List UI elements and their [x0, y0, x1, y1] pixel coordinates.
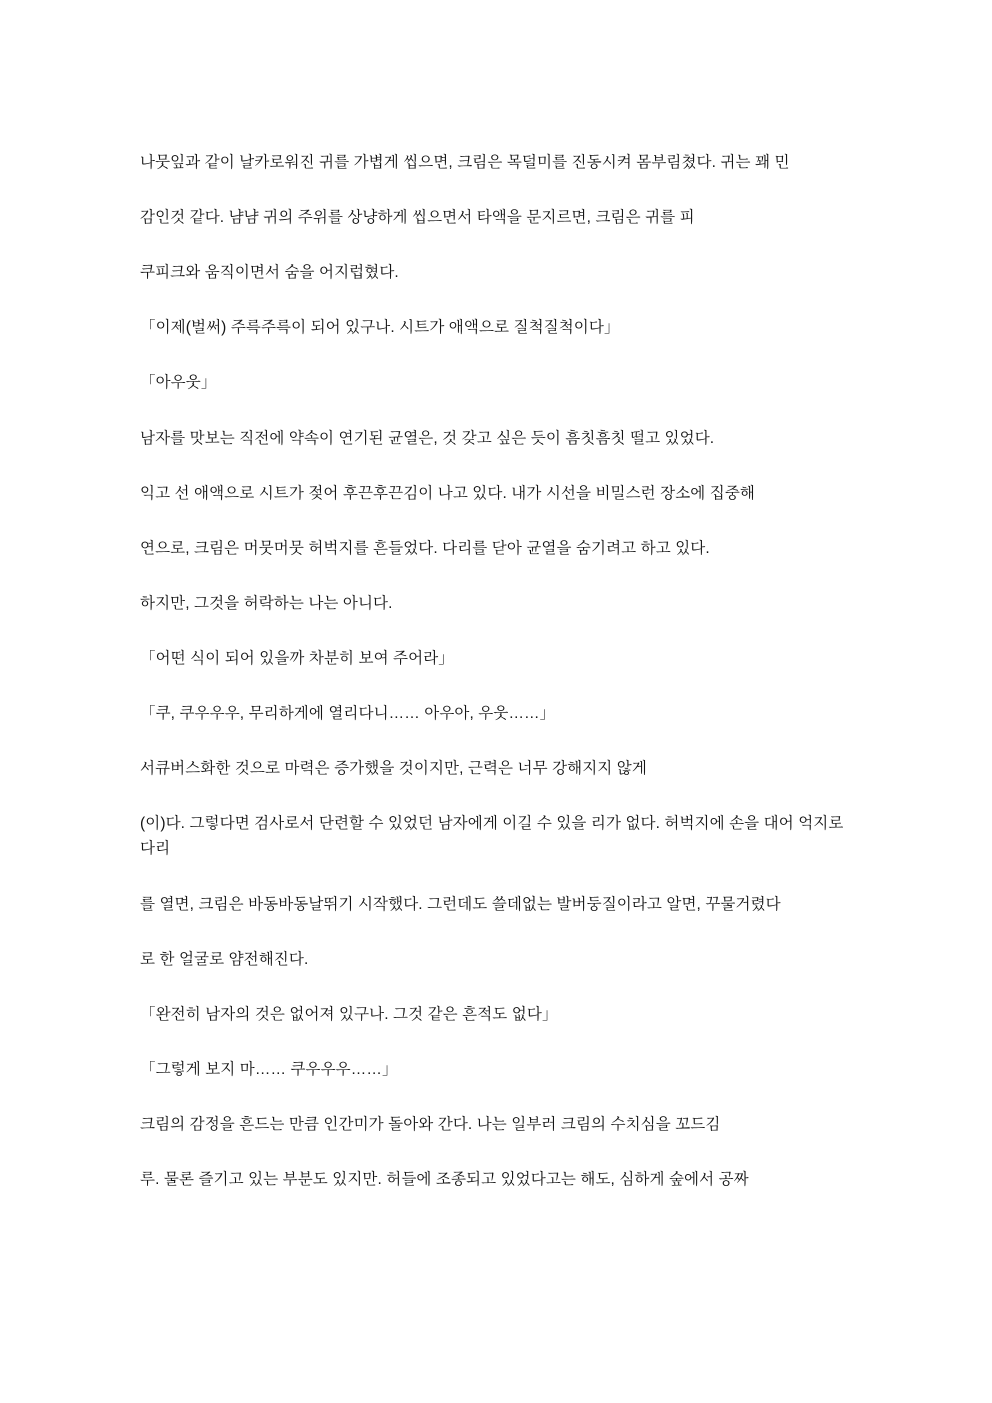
paragraph: 를 열면, 크림은 바동바동날뛰기 시작했다. 그런데도 쓸데없는 발버둥질이라고 알면, 꾸물거렸다 — [140, 895, 781, 913]
paragraph: 쿠피크와 움직이면서 숨을 어지럽혔다. — [140, 264, 399, 282]
paragraph: 「어떤 식이 되어 있을까 차분히 보여 주어라」 — [140, 649, 454, 667]
paragraph: 로 한 얼굴로 얌전해진다. — [140, 950, 309, 968]
paragraph: 루. 물론 즐기고 있는 부분도 있지만. 허들에 조종되고 있었다고는 해도, 심하게 숲에서 공짜 — [140, 1171, 749, 1189]
paragraph: 「쿠, 쿠우우우, 무리하게에 열리다니…… 아우아, 우웃……」 — [140, 705, 556, 723]
paragraph: 「완전히 남자의 것은 없어져 있구나. 그것 같은 흔적도 없다」 — [140, 1005, 558, 1023]
paragraph: 「이제(벌써) 주륵주륵이 되어 있구나. 시트가 애액으로 질척질척이다」 — [140, 319, 620, 337]
paragraph: 하지만, 그것을 허락하는 나는 아니다. — [140, 594, 393, 612]
paragraph: 나뭇잎과 같이 날카로워진 귀를 가볍게 씹으면, 크림은 목덜미를 진동시켜 몸부림쳤다. 귀는 꽤 민 — [140, 154, 790, 171]
paragraph: 「그렇게 보지 마…… 쿠우우우……」 — [140, 1060, 398, 1078]
paragraph: 연으로, 크림은 머뭇머뭇 허벅지를 흔들었다. 다리를 닫아 균열을 숨기려고 하고 있다. — [140, 539, 710, 557]
paragraph: 서큐버스화한 것으로 마력은 증가했을 것이지만, 근력은 너무 강해지지 않게 — [140, 760, 647, 778]
paragraph: 감인것 같다. 냠냠 귀의 주위를 상냥하게 씹으면서 타액을 문지르면, 크림은 귀를 피 — [140, 209, 695, 227]
document-body — [140, 150, 852, 1192]
paragraph: 익고 선 애액으로 시트가 젖어 후끈후끈김이 나고 있다. 내가 시선을 비밀스런 장소에 집중해 — [140, 484, 755, 502]
paragraph: 「아우웃」 — [140, 374, 217, 392]
paragraph: 남자를 맛보는 직전에 약속이 연기된 균열은, 것 갖고 싶은 듯이 흠칫흠칫 떨고 있었다. — [140, 429, 715, 447]
paragraph: (이)다. 그렇다면 검사로서 단련할 수 있었던 남자에게 이길 수 있을 리가 없다. 허벅지에 손을 대어 억지로 다리 — [140, 815, 844, 858]
paragraph: 크림의 감정을 흔드는 만큼 인간미가 돌아와 간다. 나는 일부러 크림의 수치심을 꼬드김 — [140, 1115, 721, 1133]
